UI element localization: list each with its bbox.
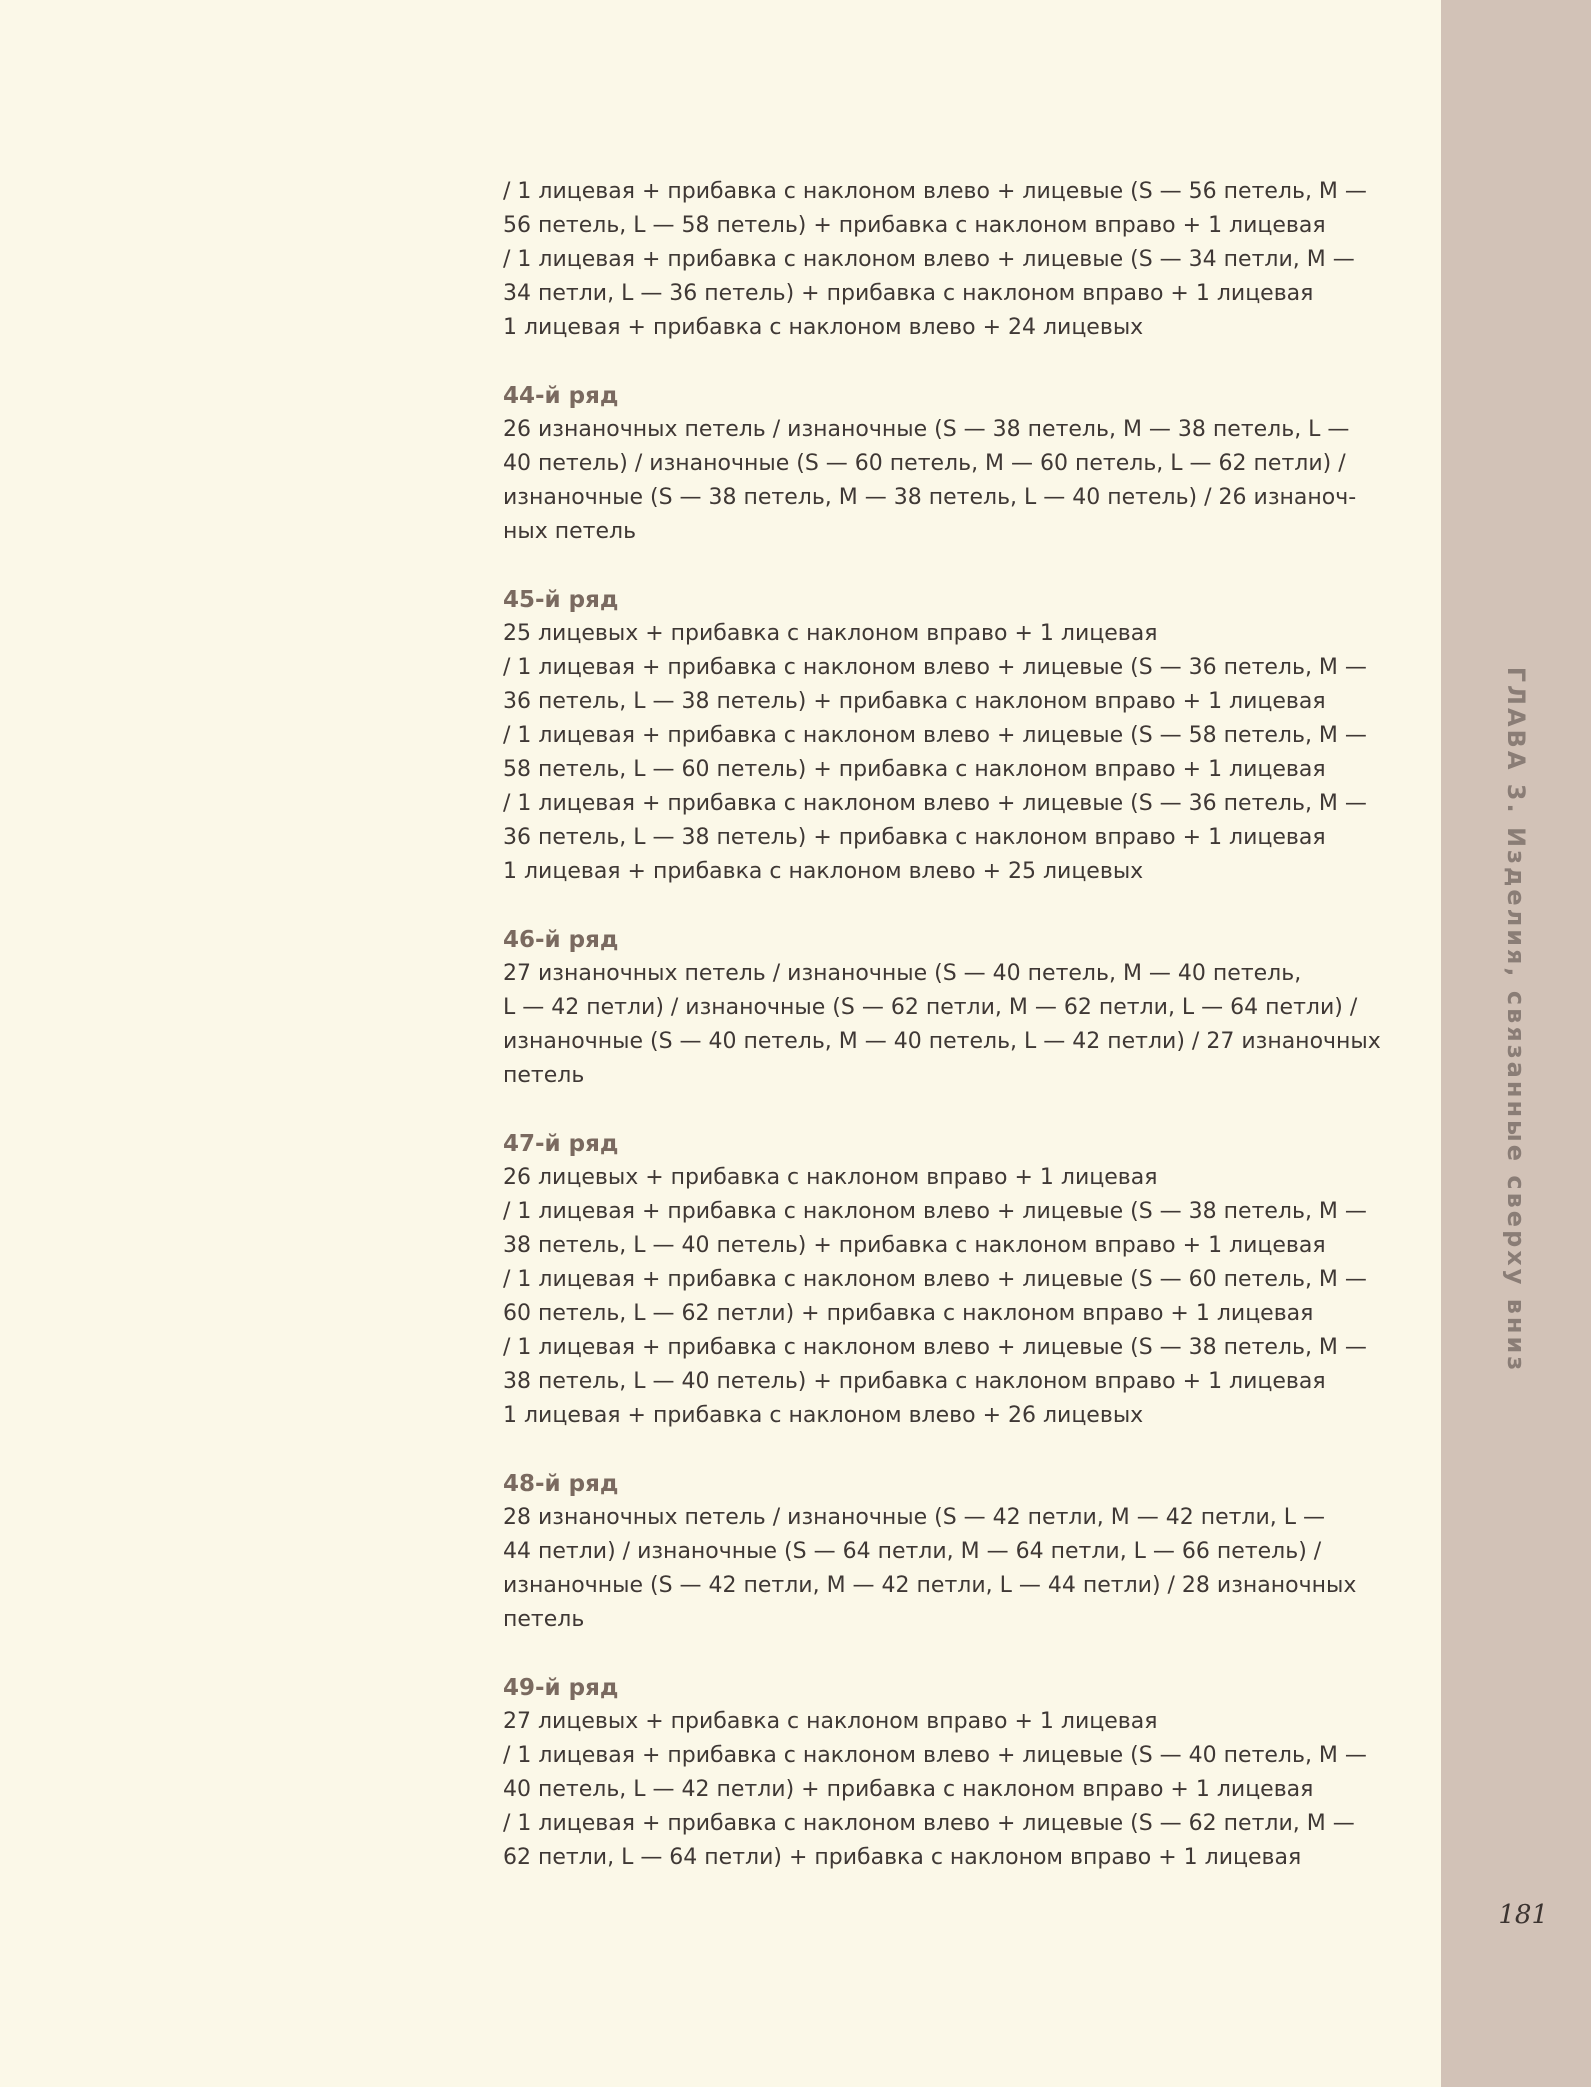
- text-line: 25 лицевых + прибавка с наклоном вправо + 1 лицевая: [503, 621, 1158, 646]
- text-line: 36 петель, L — 38 петель) + прибавка с наклоном вправо + 1 лицевая: [503, 825, 1326, 850]
- text-line: 1 лицевая + прибавка с наклоном влево + 25 лицевых: [503, 859, 1144, 884]
- row-heading: 44-й ряд: [503, 383, 619, 409]
- text-line: ных петель: [503, 519, 637, 544]
- text-line: 34 петли, L — 36 петель) + прибавка с наклоном вправо + 1 лицевая: [503, 281, 1314, 306]
- text-line: изнаночные (S — 42 петли, M — 42 петли, L — 44 петли) / 28 изнаночных: [503, 1573, 1357, 1598]
- chapter-title: ГЛАВА 3. Изделия, связанные сверху вниз: [1502, 666, 1530, 1374]
- text-line: петель: [503, 1607, 585, 1632]
- row-heading: 45-й ряд: [503, 587, 619, 613]
- text-line: / 1 лицевая + прибавка с наклоном влево + лицевые (S — 60 петель, M —: [503, 1267, 1367, 1292]
- text-line: / 1 лицевая + прибавка с наклоном влево + лицевые (S — 36 петель, M —: [503, 655, 1367, 680]
- text-line: 62 петли, L — 64 петли) + прибавка с наклоном вправо + 1 лицевая: [503, 1845, 1302, 1870]
- text-line: / 1 лицевая + прибавка с наклоном влево + лицевые (S — 34 петли, M —: [503, 247, 1355, 272]
- row-section-48: [503, 1467, 1403, 1637]
- text-line: 38 петель, L — 40 петель) + прибавка с наклоном вправо + 1 лицевая: [503, 1233, 1326, 1258]
- row-section-47: [503, 1127, 1403, 1433]
- text-line: 40 петель) / изнаночные (S — 60 петель, M — 60 петель, L — 62 петли) /: [503, 451, 1346, 476]
- text-line: / 1 лицевая + прибавка с наклоном влево + лицевые (S — 36 петель, M —: [503, 791, 1367, 816]
- text-line: 27 лицевых + прибавка с наклоном вправо + 1 лицевая: [503, 1709, 1158, 1734]
- text-line: изнаночные (S — 40 петель, M — 40 петель, L — 42 петли) / 27 изнаночных: [503, 1029, 1381, 1054]
- text-line: 38 петель, L — 40 петель) + прибавка с наклоном вправо + 1 лицевая: [503, 1369, 1326, 1394]
- text-line: / 1 лицевая + прибавка с наклоном влево + лицевые (S — 38 петель, M —: [503, 1335, 1367, 1360]
- text-line: 26 изнаночных петель / изнаночные (S — 38 петель, M — 38 петель, L —: [503, 417, 1350, 442]
- text-line: 58 петель, L — 60 петель) + прибавка с наклоном вправо + 1 лицевая: [503, 757, 1326, 782]
- row-heading: 46-й ряд: [503, 927, 619, 953]
- page-number: 181: [1498, 1900, 1548, 1930]
- text-line: / 1 лицевая + прибавка с наклоном влево + лицевые (S — 62 петли, M —: [503, 1811, 1355, 1836]
- text-line: / 1 лицевая + прибавка с наклоном влево + лицевые (S — 38 петель, M —: [503, 1199, 1367, 1224]
- text-line: 1 лицевая + прибавка с наклоном влево + 26 лицевых: [503, 1403, 1144, 1428]
- row-heading: 49-й ряд: [503, 1675, 619, 1701]
- text-line: 44 петли) / изнаночные (S — 64 петли, M — 64 петли, L — 66 петель) /: [503, 1539, 1322, 1564]
- intro-block: [503, 175, 1403, 345]
- text-line: изнаночные (S — 38 петель, M — 38 петель, L — 40 петель) / 26 изнаноч-: [503, 485, 1357, 510]
- row-section-45: [503, 583, 1403, 889]
- text-line: 36 петель, L — 38 петель) + прибавка с наклоном вправо + 1 лицевая: [503, 689, 1326, 714]
- text-line: / 1 лицевая + прибавка с наклоном влево + лицевые (S — 58 петель, M —: [503, 723, 1367, 748]
- text-line: / 1 лицевая + прибавка с наклоном влево + лицевые (S — 40 петель, M —: [503, 1743, 1367, 1768]
- text-line: 40 петель, L — 42 петли) + прибавка с наклоном вправо + 1 лицевая: [503, 1777, 1314, 1802]
- text-line: 26 лицевых + прибавка с наклоном вправо + 1 лицевая: [503, 1165, 1158, 1190]
- row-section-44: [503, 379, 1403, 549]
- text-line: / 1 лицевая + прибавка с наклоном влево + лицевые (S — 56 петель, M —: [503, 179, 1367, 204]
- text-line: 56 петель, L — 58 петель) + прибавка с наклоном вправо + 1 лицевая: [503, 213, 1326, 238]
- text-line: 28 изнаночных петель / изнаночные (S — 42 петли, M — 42 петли, L —: [503, 1505, 1326, 1530]
- text-line: 60 петель, L — 62 петли) + прибавка с наклоном вправо + 1 лицевая: [503, 1301, 1314, 1326]
- text-line: L — 42 петли) / изнаночные (S — 62 петли, M — 62 петли, L — 64 петли) /: [503, 995, 1358, 1020]
- row-heading: 48-й ряд: [503, 1471, 619, 1497]
- text-line: 1 лицевая + прибавка с наклоном влево + 24 лицевых: [503, 315, 1144, 340]
- row-section-46: [503, 923, 1403, 1093]
- text-line: 27 изнаночных петель / изнаночные (S — 40 петель, M — 40 петель,: [503, 961, 1302, 986]
- row-section-49: [503, 1671, 1403, 1875]
- row-heading: 47-й ряд: [503, 1131, 619, 1157]
- page-body: [503, 175, 1403, 1875]
- text-line: петель: [503, 1063, 585, 1088]
